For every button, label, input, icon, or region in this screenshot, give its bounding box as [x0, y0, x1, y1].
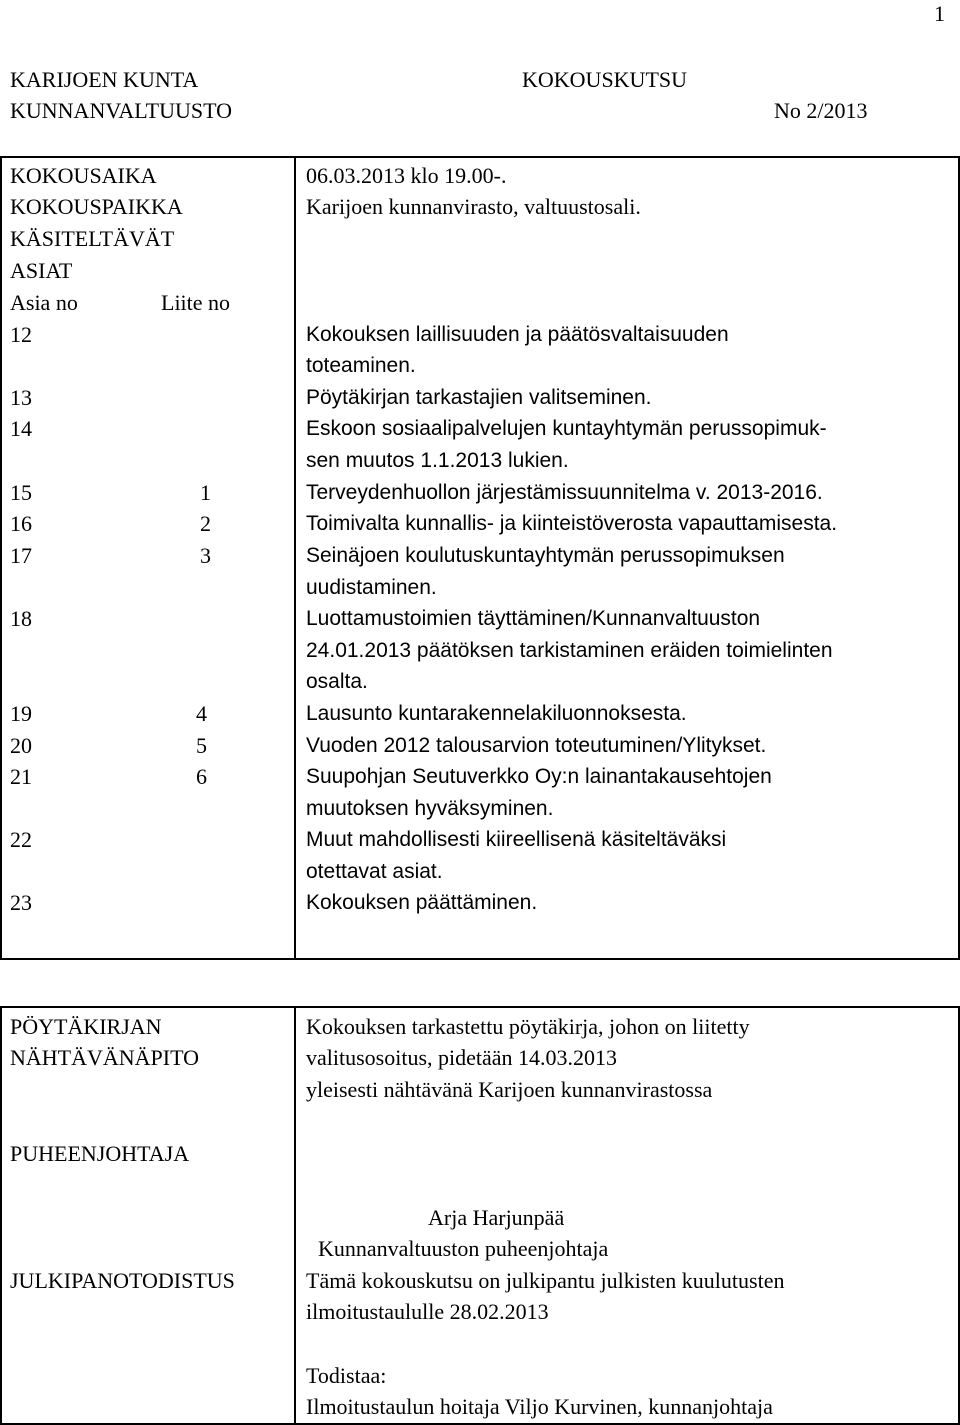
agenda-item-text: Pöytäkirjan tarkastajien valitseminen. — [306, 386, 652, 409]
agenda-item-text: Vuoden 2012 talousarvion toteutuminen/Ylitykset. — [306, 734, 767, 757]
meeting-time-value: 06.03.2013 klo 19.00-. — [306, 163, 507, 188]
notice-text-line2: ilmoitustaululle 28.02.2013 — [306, 1299, 549, 1324]
agenda-item-text: Seinäjoen koulutuskuntayhtymän perussopimuksen — [306, 544, 785, 567]
agenda-item-text: muutoksen hyväksyminen. — [306, 797, 554, 820]
agenda-column-divider — [294, 156, 296, 960]
agenda-item-no: 15 — [10, 480, 32, 505]
council-name: KUNNANVALTUUSTO — [10, 98, 233, 123]
agenda-heading-line1: KÄSITELTÄVÄT — [10, 226, 175, 251]
minutes-label-line2: NÄHTÄVÄNÄPITO — [10, 1045, 200, 1070]
document-type: KOKOUSKUTSU — [522, 67, 688, 92]
municipality-name: KARIJOEN KUNTA — [10, 67, 199, 92]
minutes-label-line1: PÖYTÄKIRJAN — [10, 1014, 162, 1039]
meeting-time-label: KOKOUSAIKA — [10, 163, 157, 188]
agenda-item-attachment: 5 — [196, 733, 207, 758]
chair-label: PUHEENJOHTAJA — [10, 1141, 190, 1166]
agenda-item-text: Suupohjan Seutuverkko Oy:n lainantakausehtojen — [306, 765, 772, 788]
footer-column-divider — [294, 1006, 296, 1425]
document-number: No 2/2013 — [774, 98, 868, 123]
agenda-item-text: sen muutos 1.1.2013 lukien. — [306, 449, 569, 472]
agenda-item-text: Toimivalta kunnallis- ja kiinteistöverosta vapauttamisesta. — [306, 512, 838, 535]
chair-name: Arja Harjunpää — [428, 1205, 565, 1230]
agenda-heading-line2: ASIAT — [10, 258, 73, 283]
agenda-item-text: Lausunto kuntarakennelakiluonnoksesta. — [306, 702, 687, 725]
meeting-place-label: KOKOUSPAIKKA — [10, 194, 183, 219]
agenda-item-text: otettavat asiat. — [306, 860, 443, 883]
agenda-item-text: Kokouksen laillisuuden ja päätösvaltaisuuden — [306, 323, 729, 346]
attest-text: Ilmoitustaulun hoitaja Viljo Kurvinen, kunnanjohtaja — [306, 1394, 773, 1419]
agenda-item-attachment: 2 — [200, 511, 211, 536]
notice-label: JULKIPANOTODISTUS — [10, 1268, 235, 1293]
agenda-item-text: toteaminen. — [306, 354, 416, 377]
agenda-item-attachment: 1 — [200, 480, 211, 505]
minutes-text-line1: Kokouksen tarkastettu pöytäkirja, johon on liitetty — [306, 1014, 750, 1039]
agenda-item-attachment: 4 — [196, 701, 207, 726]
minutes-text-line3: yleisesti nähtävänä Karijoen kunnanvirastossa — [306, 1077, 713, 1102]
notice-text-line1: Tämä kokouskutsu on julkipantu julkisten kuulutusten — [306, 1268, 785, 1293]
agenda-item-no: 20 — [10, 733, 32, 758]
agenda-item-text: Luottamustoimien täyttäminen/Kunnanvaltuuston — [306, 607, 761, 630]
column-asia-no: Asia no — [10, 290, 78, 315]
agenda-item-no: 17 — [10, 543, 32, 568]
meeting-place-value: Karijoen kunnanvirasto, valtuustosali. — [306, 194, 641, 219]
attest-label: Todistaa: — [306, 1363, 387, 1388]
agenda-item-text: osalta. — [306, 670, 368, 693]
chair-title: Kunnanvaltuuston puheenjohtaja — [318, 1236, 609, 1261]
agenda-item-attachment: 6 — [196, 764, 207, 789]
agenda-item-no: 19 — [10, 701, 32, 726]
agenda-item-no: 14 — [10, 416, 32, 441]
agenda-item-text: Terveydenhuollon järjestämissuunnitelma v. 2013-2016. — [306, 481, 823, 504]
agenda-item-no: 18 — [10, 606, 32, 631]
agenda-item-text: 24.01.2013 päätöksen tarkistaminen eräiden toimielinten — [306, 639, 833, 662]
agenda-item-attachment: 3 — [200, 543, 211, 568]
agenda-item-text: Kokouksen päättäminen. — [306, 891, 538, 914]
column-liite-no: Liite no — [161, 290, 231, 315]
agenda-item-no: 23 — [10, 890, 32, 915]
agenda-item-text: Muut mahdollisesti kiireellisenä käsiteltäväksi — [306, 828, 727, 851]
page-number: 1 — [934, 1, 945, 26]
agenda-item-no: 12 — [10, 322, 32, 347]
minutes-text-line2: valitusosoitus, pidetään 14.03.2013 — [306, 1045, 618, 1070]
agenda-item-no: 21 — [10, 764, 32, 789]
agenda-item-no: 22 — [10, 827, 32, 852]
agenda-item-no: 13 — [10, 385, 32, 410]
agenda-item-text: uudistaminen. — [306, 576, 437, 599]
agenda-item-text: Eskoon sosiaalipalvelujen kuntayhtymän perussopimuk- — [306, 417, 827, 440]
agenda-item-no: 16 — [10, 511, 32, 536]
